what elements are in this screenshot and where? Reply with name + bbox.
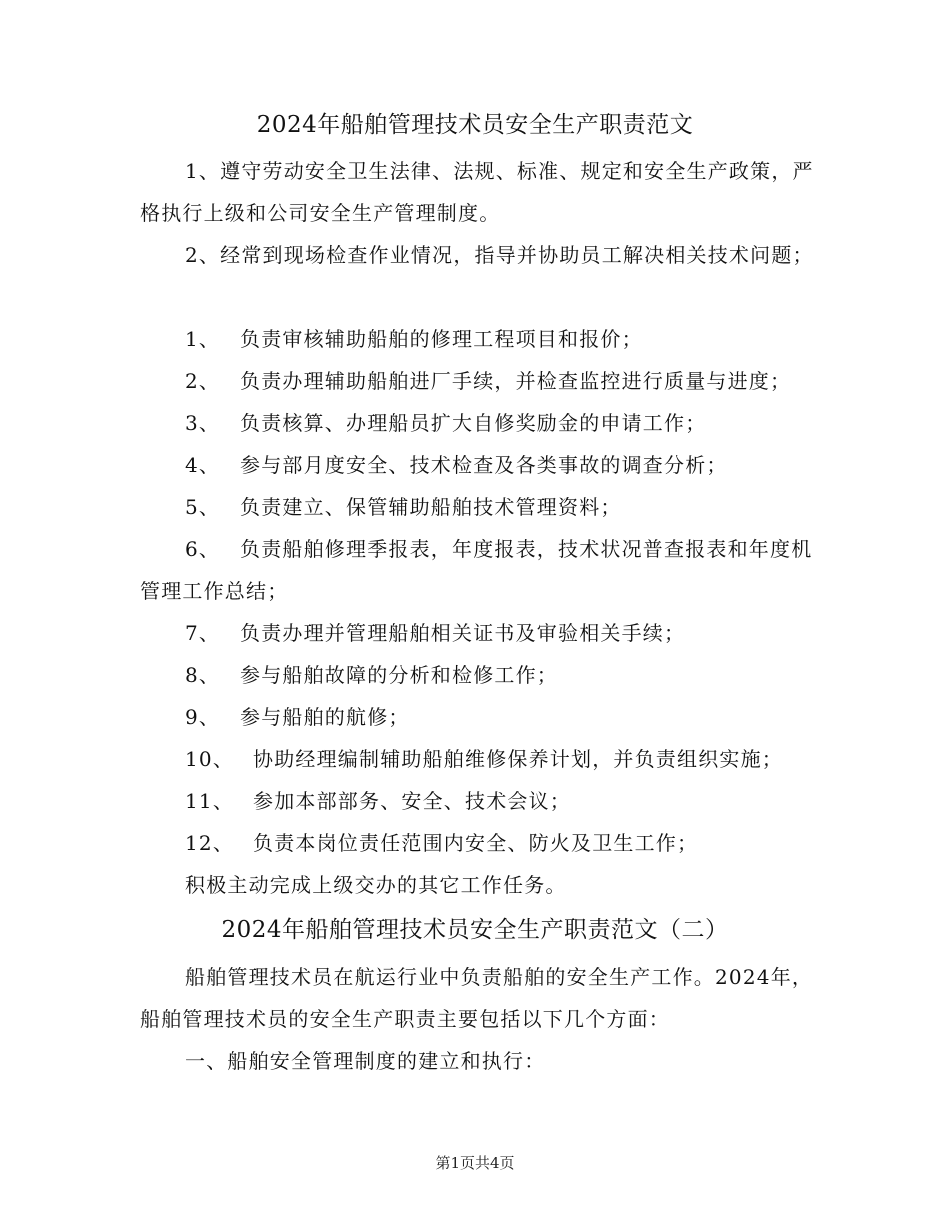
page-number: 第1页共4页 — [435, 1154, 515, 1172]
list-item — [140, 696, 830, 738]
list-item-text: 负责建立、保管辅助船舶技术管理资料； — [240, 495, 622, 519]
list-item-number: 6、 — [185, 537, 221, 561]
list-item-text: 参与部月度安全、技术检查及各类事故的调查分析； — [240, 453, 728, 477]
list-item-number: 8、 — [185, 663, 221, 687]
list-item-number: 2、 — [185, 369, 221, 393]
list-item-number: 1、 — [185, 327, 221, 351]
paragraph-3: 船舶管理技术员在航运行业中负责船舶的安全生产工作。2024年，船舶管理技术员的安全生产职责主要包括以下几个方面： — [140, 965, 814, 1031]
list-item — [140, 486, 830, 528]
list-item — [140, 444, 830, 486]
section-title: 2024年船舶管理技术员安全生产职责范文（二） — [221, 917, 729, 943]
paragraph-2: 2、经常到现场检查作业情况，指导并协助员工解决相关技术问题； — [185, 243, 814, 267]
list-item-number: 4、 — [185, 453, 221, 477]
list-item-text: 参与船舶的航修； — [240, 705, 410, 729]
list-item — [140, 822, 830, 864]
list-item-number: 11、 — [185, 789, 235, 813]
list-item-number: 5、 — [185, 495, 221, 519]
list-item — [140, 360, 830, 402]
list-item-number: 9、 — [185, 705, 221, 729]
list-item — [140, 654, 830, 696]
document-title: 2024年船舶管理技术员安全生产职责范文 — [256, 112, 694, 138]
list-item-text: 负责核算、办理船员扩大自修奖励金的申请工作； — [240, 411, 707, 435]
list-item-text: 负责审核辅助船舶的修理工程项目和报价； — [240, 327, 643, 351]
list-item-number: 3、 — [185, 411, 221, 435]
closing-paragraph: 积极主动完成上级交办的其它工作任务。 — [185, 873, 567, 897]
list-item-text: 负责办理辅助船舶进厂手续，并检查监控进行质量与进度； — [240, 369, 792, 393]
list-item-text: 负责本岗位责任范围内安全、防火及卫生工作； — [253, 831, 699, 855]
list-item — [140, 780, 830, 822]
list-item — [140, 528, 830, 612]
list-item-text: 负责船舶修理季报表，年度报表，技术状况普查报表和年度机管理工作总结； — [140, 537, 813, 603]
list-item-text: 负责办理并管理船舶相关证书及审验相关手续； — [240, 621, 686, 645]
paragraph-4: 一、船舶安全管理制度的建立和执行： — [185, 1049, 546, 1073]
list-item-number: 12、 — [185, 831, 235, 855]
list-item — [140, 612, 830, 654]
list-item-text: 参与船舶故障的分析和检修工作； — [240, 663, 558, 687]
paragraph-1: 1、遵守劳动安全卫生法律、法规、标准、规定和安全生产政策，严格执行上级和公司安全生产管理制度。 — [140, 159, 814, 225]
list-item — [140, 318, 830, 360]
list-item — [140, 738, 830, 780]
list-item — [140, 402, 830, 444]
list-item-text: 参加本部部务、安全、技术会议； — [253, 789, 571, 813]
list-item-text: 协助经理编制辅助船舶维修保养计划，并负责组织实施； — [253, 747, 783, 771]
list-item-number: 10、 — [185, 747, 235, 771]
list-item-number: 7、 — [185, 621, 221, 645]
